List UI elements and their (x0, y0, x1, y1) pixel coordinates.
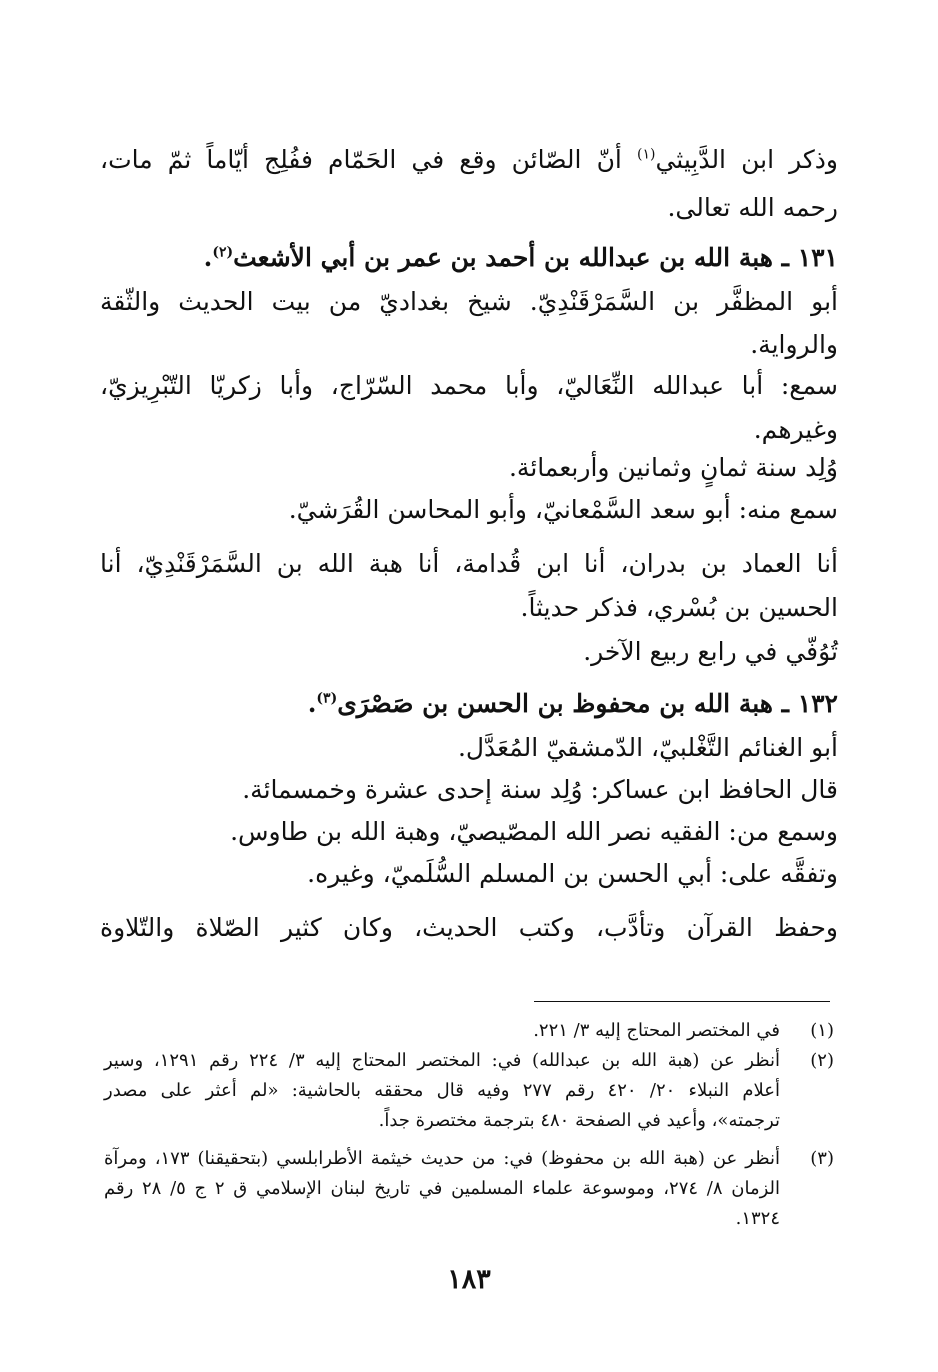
body-line-9 (100, 490, 838, 530)
line-text: سمع: أبا عبدالله النِّعَاليّ، وأبا محمد السّرّاج، وأبا زكريّا التّبْرِيزيّ، (100, 371, 838, 400)
body-line-4 (100, 282, 838, 322)
line-text: وذكر ابن الدَّبِيثي (655, 145, 838, 174)
line-text: أبو المظفَّر بن السَّمَرْقَنْدِيّ. شيخ بغداديّ من بيت الحديث والثّقة (100, 287, 838, 316)
line-text: وسمع من: الفقيه نصر الله المصّيصيّ، وهبة الله بن طاوس. (230, 817, 838, 846)
body-line-18 (100, 908, 838, 948)
body-line-6 (100, 366, 838, 406)
line-text: والرواية. (750, 330, 838, 359)
footnote-number: (١) (810, 1020, 834, 1041)
body-line-12 (100, 632, 838, 672)
page-number: ١٨٣ (447, 1264, 491, 1295)
heading-punct: . (307, 689, 317, 718)
footnote-ref: (٣) (316, 690, 338, 707)
entry-heading-132 (100, 684, 838, 724)
heading-text: ١٣٢ ـ هبة الله بن محفوظ بن الحسن بن صَصْرَى (337, 689, 838, 718)
body-line-17 (100, 854, 838, 894)
footnote-number: (٣) (810, 1148, 834, 1169)
line-text: الحسين بن بُسْري، فذكر حديثاً. (520, 593, 838, 622)
body-line-2 (100, 188, 838, 228)
footnote-ref: (١) (636, 146, 656, 163)
body-line-14 (100, 728, 838, 768)
body-line-16 (100, 812, 838, 852)
heading-punct: . (203, 243, 213, 272)
footnote-separator (534, 1001, 830, 1002)
line-text: رحمه الله تعالى. (667, 193, 838, 222)
heading-text: ١٣١ ـ هبة الله بن عبدالله بن أحمد بن عمر بن أبي الأشعث (233, 243, 838, 272)
footnote-line: أنظر عن (هبة الله بن عبدالله) في: المختصر المحتاج إليه ٣/ ٢٢٤ رقم ١٢٩١، وسير (104, 1050, 780, 1071)
footnote-number: (٢) (810, 1050, 834, 1071)
footnote-line: أنظر عن (هبة الله بن محفوظ) في: من حديث خيثمة الأطرابلسي (بتحقيقنا) ١٧٣، ومرآة (104, 1148, 780, 1169)
body-line-8 (100, 448, 838, 488)
line-text: تُوُفّي في رابع ربيع الآخر. (583, 637, 838, 666)
body-line-1 (100, 140, 838, 180)
line-text: وُلِد سنة ثمانٍ وثمانين وأربعمائة. (508, 453, 838, 482)
footnote-ref: (٢) (212, 244, 234, 261)
body-line-15 (100, 770, 838, 810)
entry-heading-131 (100, 238, 838, 278)
body-line-5 (100, 325, 838, 365)
body-line-7 (100, 410, 838, 450)
footnote-line: في المختصر المحتاج إليه ٣/ ٢٢١. (533, 1020, 780, 1041)
line-text: أبو الغنائم التَّغْلبيّ، الدّمشقيّ المُعَدَّل. (457, 733, 838, 762)
footnote-line: الزمان ٨/ ٢٧٤، وموسوعة علماء المسلمين في تاريخ لبنان الإسلامي ق ٢ ج ٥/ ٢٨ رقم (104, 1178, 781, 1199)
line-text: سمع منه: أبو سعد السَّمْعانيّ، وأبو المحاسن القُرَشيّ. (288, 495, 838, 524)
body-line-10 (100, 544, 838, 584)
footnote-line: ١٣٢٤. (735, 1208, 780, 1229)
line-text: أنا العماد بن بدران، أنا ابن قُدامة، أنا هبة الله بن السَّمَرْقَنْدِيّ، أنا (100, 549, 838, 578)
line-text: وحفظ القرآن وتأدَّب، وكتب الحديث، وكان كثير الصّلاة والتّلاوة (100, 913, 838, 942)
line-text: وتفقَّه على: أبي الحسن بن المسلم السُّلَميّ، وغيره. (307, 859, 838, 888)
footnote-line: أعلام النبلاء ٢٠/ ٤٢٠ رقم ٢٧٧ وفيه قال محققه بالحاشية: «لم أعثر على مصدر (104, 1080, 780, 1101)
line-text: قال الحافظ ابن عساكر: وُلِد سنة إحدى عشرة وخمسمائة. (242, 775, 838, 804)
footnote-line: ترجمته»، وأعيد في الصفحة ٤٨٠ بترجمة مختصرة جداً. (378, 1110, 780, 1131)
body-line-11 (100, 588, 838, 628)
line-text: أنّ الصّائن وقع في الحَمّام ففُلِج أيّاماً ثمّ مات، (100, 145, 637, 174)
line-text: وغيرهم. (753, 415, 838, 444)
